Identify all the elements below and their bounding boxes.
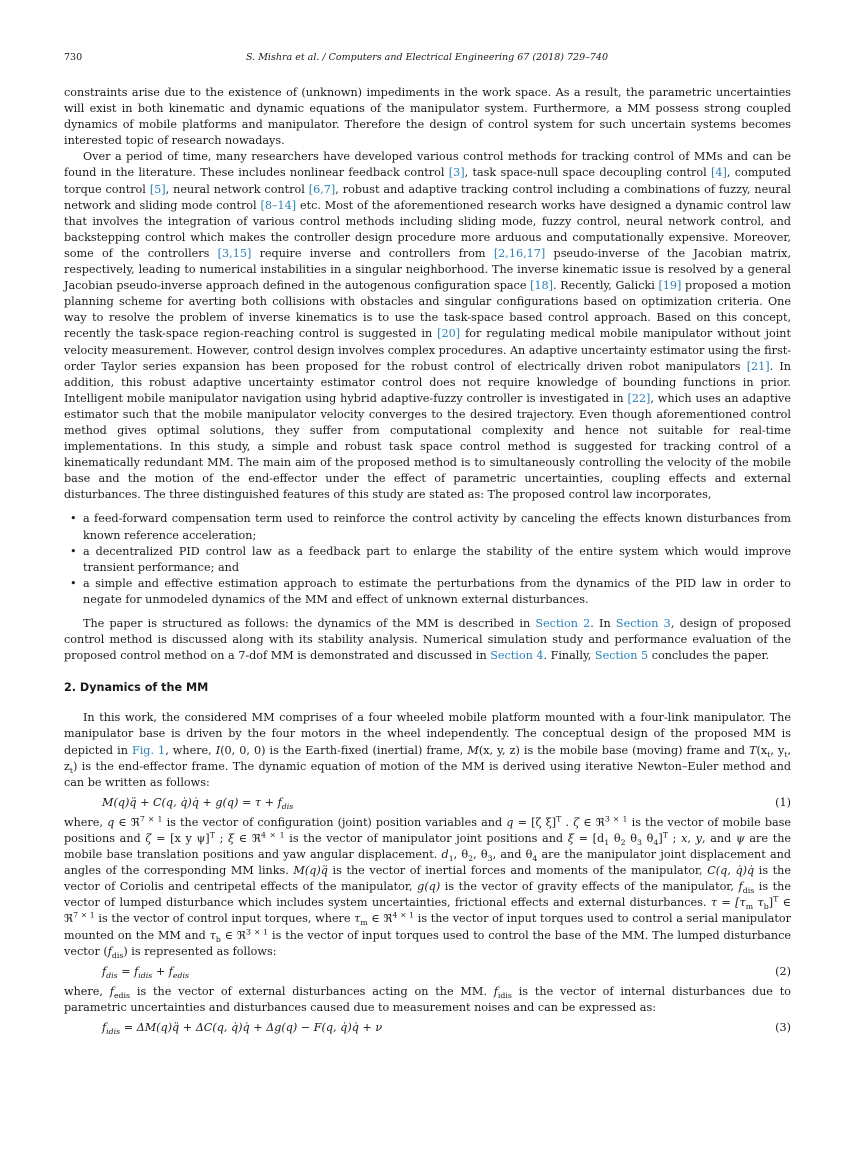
equation-number: (1) <box>775 795 791 809</box>
equation-number: (2) <box>775 964 791 978</box>
list-item: • a simple and effective estimation approach to estimate the perturbations from the dynamics of the PID law in order to negate for unmodeled dynamics of the MM and effect of unknown external disturbances. <box>64 576 791 608</box>
page-number: 730 <box>64 52 83 63</box>
citation-link[interactable]: [21] <box>746 359 770 373</box>
list-item: • a feed-forward compensation term used to reinforce the control activity by canceling the effects known disturbances from known reference acceleration; <box>64 511 791 543</box>
equation-2: $f_{dis} = f_{idis} + f_{edis}$ (2) <box>64 960 791 984</box>
citation-link[interactable]: [3,15] <box>217 246 252 260</box>
citation-link[interactable]: [20] <box>437 327 461 341</box>
citation-link[interactable]: [5] <box>149 182 166 196</box>
running-header <box>64 52 790 68</box>
article-body <box>64 85 791 1040</box>
section-link[interactable]: Section 2 <box>535 617 591 630</box>
feature-list <box>64 511 791 608</box>
citation-link[interactable]: [19] <box>658 279 682 293</box>
equation-number: (3) <box>775 1020 791 1034</box>
citation-link[interactable]: [6,7] <box>308 182 336 196</box>
citation-link[interactable]: [2,16,17] <box>493 246 546 260</box>
figure-link[interactable]: Fig. 1 <box>131 743 166 757</box>
section-link[interactable]: Section 5 <box>594 649 649 663</box>
paragraph-variable-definitions: where, q ∈ ℜ$^{7 \times 1}$ is the vector of configuration (joint) position variables and q = [ζ ξ]$^T$ . ζ ∈ ℜ$^{3 \times 1}$ is the vector of mobile base positions and ζ = [x y ψ]$^T$ ; ξ ∈ ℜ$^{4 \times 1}$ is the vector of manipulator joint positions and $\xi = [d_1$ $\theta_2$ $\theta_3$ $\theta_4]^T$ ; x, y, and ψ are the mobile base translation positions and yaw angular displacement. $d_1$, $\theta_2$, $\theta_3$, and $\theta_4$ are the manipulator joint displacement and angles of the corresponding MM links. M(q)q̈ is the vector of inertial forces and moments of the manipulator, C(q, q̇)q̇ is the vector of Coriolis and centripetal effects of the manipulator, g(q) is the vector of gravity effects of the manipulator, $f_{dis}$ is the vector of lumped disturbance which includes system uncertainties, frictional effects and external disturbances. $\tau = [\tau_m$ $\tau_b]^T$ ∈ ℜ$^{7 \times 1}$ is the vector of control input torques, where $\tau_m$ ∈ ℜ$^{4 \times 1}$ is the vector of input torques used to control a serial manipulator mounted on the MM and $\tau_b$ ∈ ℜ$^{3 \times 1}$ is the vector of input torques used to control the base of the MM. The lumped disturbance vector $(f_{dis})$ is represented as follows: <box>64 814 792 960</box>
citation-link[interactable]: [4] <box>711 166 727 180</box>
list-item: • a decentralized PID control law as a feedback part to enlarge the stability of the entire system which would improve transient performance; and <box>64 544 791 576</box>
journal-citation: S. Mishra et al. / Computers and Electrical Engineering 67 (2018) 729–740 <box>246 52 608 63</box>
equation-1: M(q)q̈ + C(q, q̇)q̇ + $g(q) = \tau + f_{dis}$ (1) <box>64 791 791 815</box>
paragraph-literature-review: Over a period of time, many researchers have developed various control methods for tracking control of MMs and can be found in the literature. These includes nonlinear feedback control [3], task space-null space decoupling control [4], computed torque control [5], neural network control [6,7], robust and adaptive tracking control including a combinations of fuzzy, neural network and sliding mode control [8–14] etc. Most of the aforementioned research works have designed a dynamic control law that involves the integration of various control methods including sliding mode, fuzzy control, neural network control, and backstepping control which makes the controller design procedure more arduous and computationally expensive. Moreover, some of the controllers [3,15] require inverse and controllers from [2,16,17] pseudo-inverse of the Jacobian matrix, respectively, leading to numerical instabilities in a singular neighborhood. The inverse kinematic issue is resolved by a general Jacobian pseudo-inverse approach defined in the autogenous configuration space [18]. Recently, Galicki [19] proposed a motion planning scheme for averting both collisions with obstacles and singular configurations based on optimization criteria. One way to resolve the problem of inverse kinematics is to use the task-space based control approach. Based on this concept, recently the task-space region-reaching control is suggested in [20] for regulating medical mobile manipulator without joint velocity measurement. However, control design involves complex procedures. An adaptive uncertainty estimator using the first-order Taylor series expansion has been proposed for the robust control of electrically driven robot manipulators [21]. In addition, this robust adaptive uncertainty estimator control does not require knowledge of bounding functions in prior. Intelligent mobile manipulator navigation using hybrid adaptive-fuzzy controller is investigated in [22], which uses an adaptive estimator such that the mobile manipulator velocity converges to the desired trajectory. Even though aforementioned control method gives optimal solutions, they suffer from computational complexity and hence not suitable for real-time implementations. In this study, a simple and robust task space control method is suggested for tracking control of a kinematically redundant MM. The main aim of the proposed method is to simultaneously controlling the velocity of the mobile base and the motion of the end-effector under the effect of parametric uncertainties, coupling effects and external disturbances. The three distinguished features of this study are stated as: The proposed control law incorporates, <box>64 150 792 502</box>
citation-link[interactable]: [8–14] <box>260 198 297 212</box>
section-heading: 2. Dynamics of the MM <box>64 681 209 695</box>
paragraph-intro-continued: constraints arise due to the existence of (unknown) impediments in the work space. As a result, the parametric uncertainties will exist in both kinematic and dynamic equations of the manipulator system. Furthermore, a MM possess strong coupled dynamics of mobile platforms and manipulator. Therefore the design of control system for such uncertain systems becomes interested topic of research nowadays. <box>64 86 791 148</box>
citation-link[interactable]: [22] <box>627 391 651 405</box>
citation-link[interactable]: [3] <box>448 166 465 180</box>
paragraph-mm-description: In this work, the considered MM comprises of a four wheeled mobile platform mounted with a four-link manipulator. The manipulator base is driven by the four motors in the wheel independently. The conceptual design of the proposed MM is depicted in Fig. 1, where, I(0, 0, 0) is the Earth-fixed (inertial) frame, M(x, y, z) is the mobile base (moving) frame and $T(x_t$, $y_t$, $z_t$) is the end-effector frame. The dynamic equation of motion of the MM is derived using iterative Newton–Euler method and can be written as follows: <box>64 711 792 789</box>
equation-3: $f_{idis}$ = ΔM(q)q̈ + ΔC(q, q̇)q̇ + Δg(q) − F(q, q̇)q̇ + ν (3) <box>64 1016 791 1040</box>
section-link[interactable]: Section 3 <box>615 617 671 630</box>
paragraph-disturbance-definitions: where, $f_{edis}$ is the vector of external disturbances acting on the MM. $f_{idis}$ is the vector of internal disturbances due to parametric uncertainties and disturbances caused due to measurement noises and can be expressed as: <box>64 984 792 1014</box>
section-link[interactable]: Section 4 <box>490 649 544 663</box>
paragraph-paper-structure: The paper is structured as follows: the dynamics of the MM is described in Section 2. In Section 3, design of proposed control method is discussed along with its stability analysis. Numerical simulation study and performance evaluation of the proposed control method on a 7-dof MM is demonstrated and discussed in Section 4. Finally, Section 5 concludes the paper. <box>64 617 792 663</box>
citation-link[interactable]: [18] <box>530 279 554 293</box>
